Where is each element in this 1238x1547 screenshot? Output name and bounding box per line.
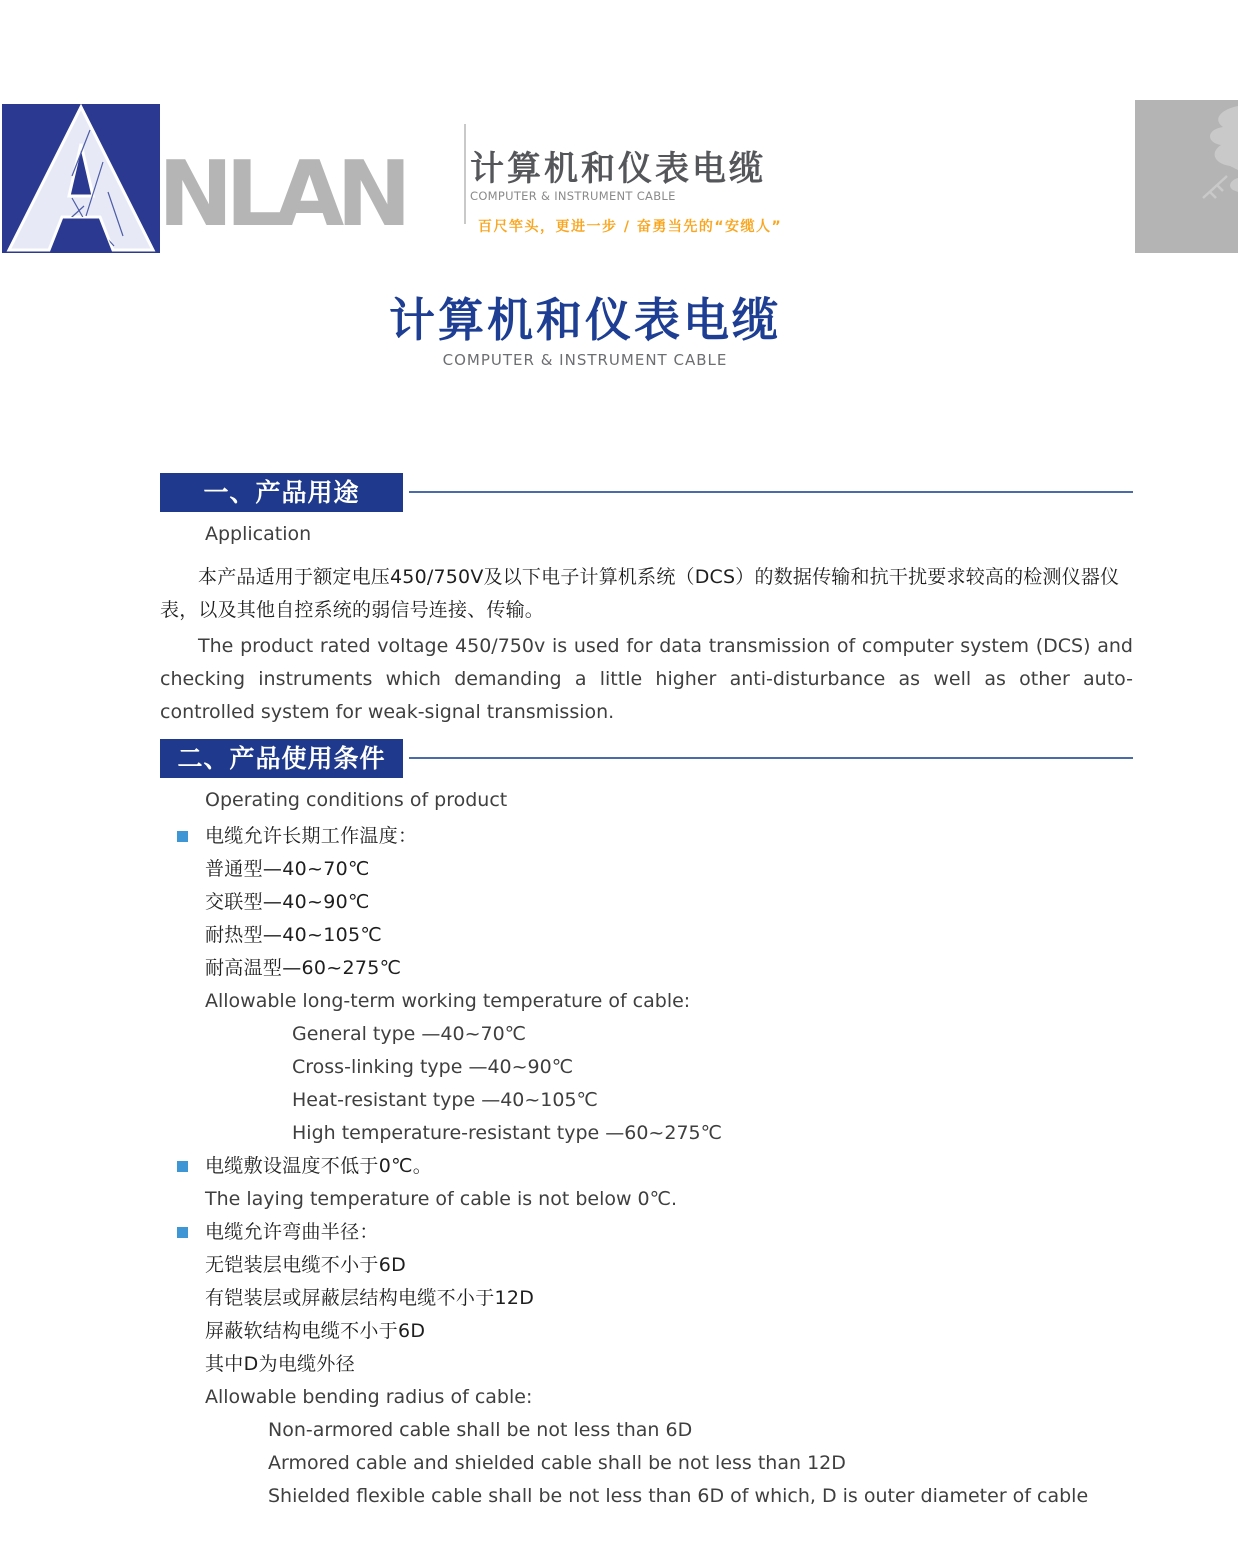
section-1-heading-bar: [160, 473, 1133, 512]
page-title: 计算机和仪表电缆: [389, 293, 781, 347]
brand-name: NLAN: [158, 142, 404, 247]
header-titles: [470, 150, 782, 236]
header-product-subtitle: COMPUTER & INSTRUMENT CABLE: [470, 189, 676, 203]
list-item-label: 电缆允许长期工作温度：: [205, 825, 418, 847]
list-line: 其中D为电缆外径: [205, 1353, 356, 1375]
section-rule: [409, 757, 1133, 759]
list-item-label: 电缆允许弯曲半径：: [205, 1221, 379, 1243]
list-item: [160, 1216, 1133, 1249]
content: [160, 473, 1133, 1513]
list-line: 耐热型—40~105℃: [205, 924, 382, 946]
list-line: 无铠装层电缆不小于6D: [205, 1254, 407, 1276]
list-line: Allowable long-term working temperature of cable:: [205, 990, 691, 1012]
header-photo: [1135, 100, 1238, 253]
list-item-label: 电缆敷设温度不低于0℃。: [205, 1155, 433, 1177]
list-item: [160, 820, 1133, 853]
list-line: 屏蔽软结构电缆不小于6D: [205, 1320, 426, 1342]
list-line: 普通型—40~70℃: [205, 858, 370, 880]
bullet-square-icon: [177, 1227, 188, 1238]
application-paragraph-en: The product rated voltage 450/750v is used for data transmission of computer system (DCS) and checking instruments which demanding a little higher anti-disturbance as well as other auto-controlled system for weak-signal transmission.: [160, 635, 1133, 723]
list-line: 交联型—40~90℃: [205, 891, 370, 913]
list-line: Cross-linking type —40~90℃: [292, 1056, 574, 1078]
header-product-title: 计算机和仪表电缆: [470, 149, 766, 189]
header-tagline: 百尺竿头，更进一步 / 奋勇当先的“安缆人”: [478, 219, 783, 235]
section-2-heading: 二、产品使用条件: [160, 739, 403, 778]
section-1-heading: 一、产品用途: [160, 473, 403, 512]
leaf-pattern-icon: [1135, 100, 1238, 253]
list-line: Shielded flexible cable shall be not less than 6D of which, D is outer diameter of cable: [268, 1485, 1089, 1507]
list-line: Allowable bending radius of cable:: [205, 1386, 533, 1408]
list-line: 耐高温型—60~275℃: [205, 957, 402, 979]
list-line: Heat-resistant type —40~105℃: [292, 1089, 598, 1111]
logo-divider: [464, 124, 466, 224]
list-line: 有铠装层或屏蔽层结构电缆不小于12D: [205, 1287, 535, 1309]
page-title-subtitle: COMPUTER & INSTRUMENT CABLE: [442, 351, 728, 369]
conditions-list: [160, 820, 1133, 1513]
list-line: High temperature-resistant type —60~275℃: [292, 1122, 722, 1144]
list-line: Non-armored cable shall be not less than 6D: [268, 1419, 693, 1441]
bullet-square-icon: [177, 1161, 188, 1172]
application-paragraph-zh: 本产品适用于额定电压450/750V及以下电子计算机系统（DCS）的数据传输和抗干扰要求较高的检测仪器仪表，以及其他自控系统的弱信号连接、传输。: [160, 566, 1120, 621]
list-line: Armored cable and shielded cable shall be not less than 12D: [268, 1452, 846, 1474]
logo-a-icon: [2, 104, 160, 253]
section-rule: [409, 491, 1133, 493]
page-title-block: [0, 292, 1170, 369]
list-line: The laying temperature of cable is not below 0℃.: [205, 1188, 678, 1210]
list-item: [160, 1150, 1133, 1183]
section-1-subheading: Application: [205, 523, 312, 545]
list-line: General type —40~70℃: [292, 1023, 527, 1045]
section-2-subheading: Operating conditions of product: [205, 789, 508, 811]
brand-logo: [2, 104, 160, 253]
section-2-heading-bar: [160, 739, 1133, 778]
bullet-square-icon: [177, 831, 188, 842]
